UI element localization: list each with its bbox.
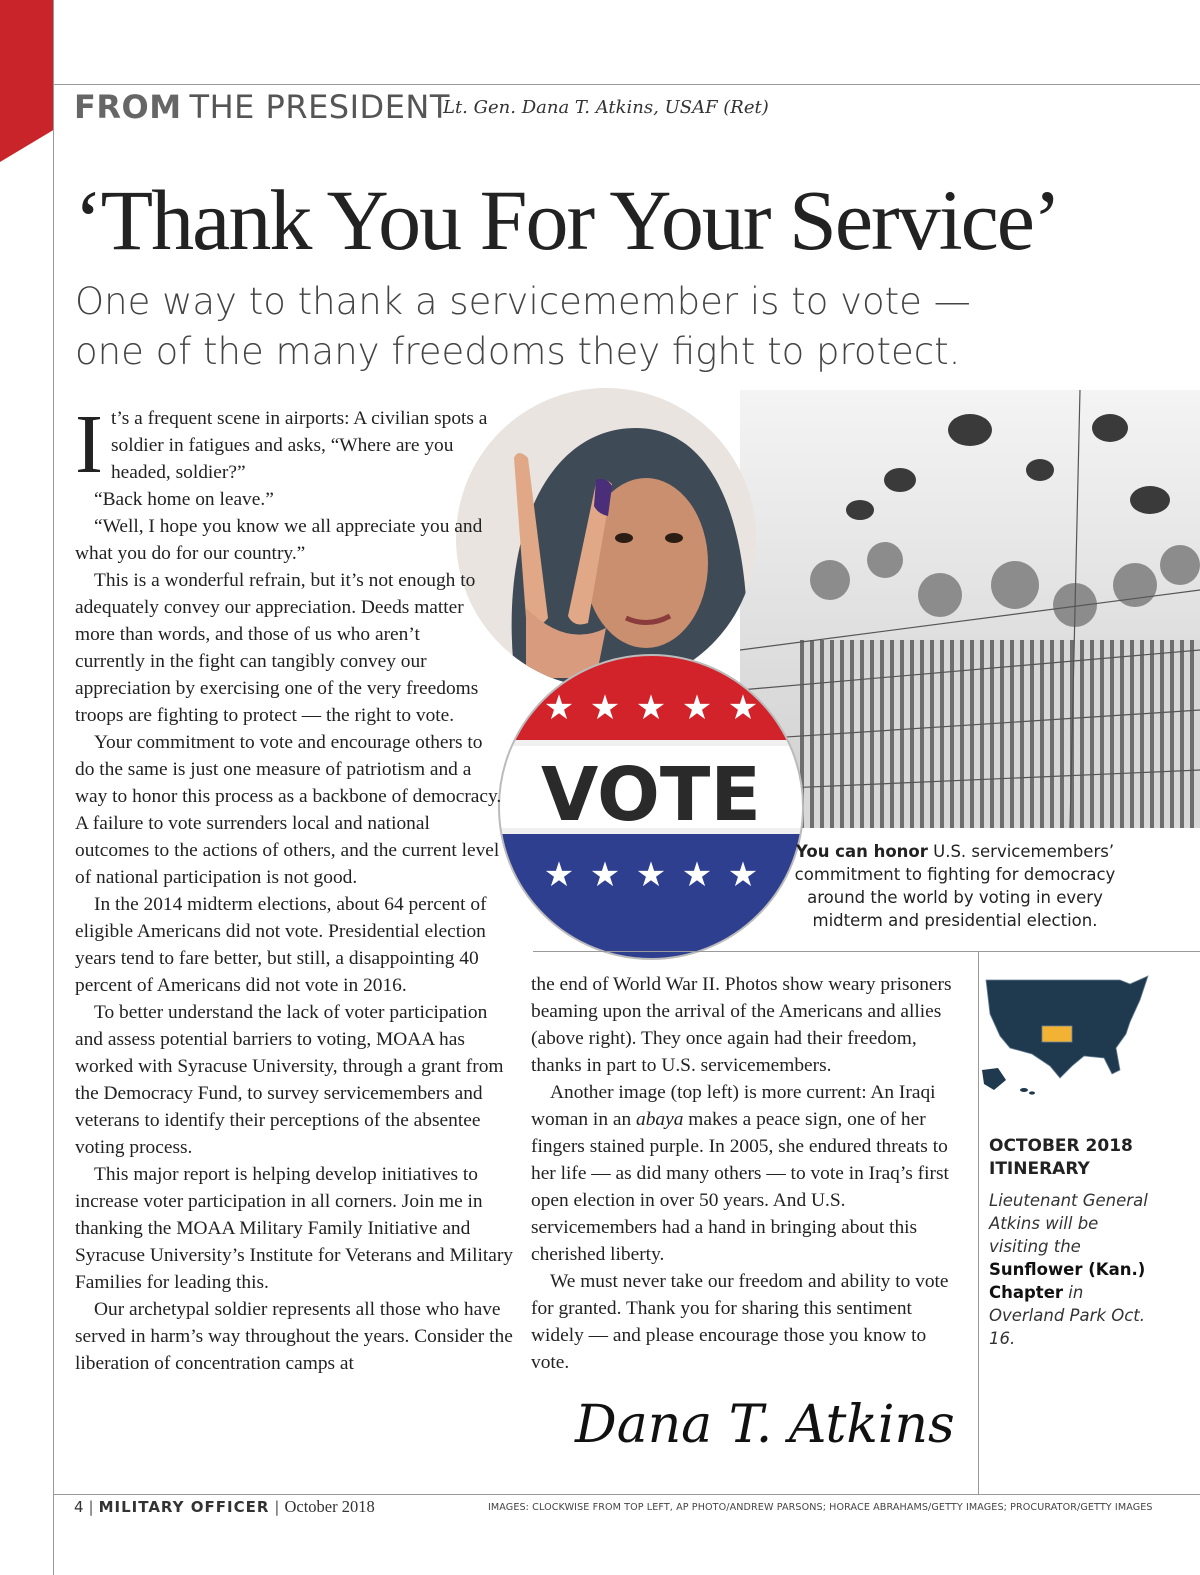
drop-cap: I bbox=[75, 398, 103, 491]
us-map-graphic bbox=[980, 970, 1152, 1100]
article-column-2 bbox=[531, 971, 966, 1376]
signature bbox=[570, 1380, 970, 1470]
svg-text:★: ★ bbox=[681, 855, 713, 895]
vote-button-graphic bbox=[496, 652, 806, 962]
svg-text:★: ★ bbox=[589, 855, 621, 895]
svg-text:★: ★ bbox=[727, 688, 759, 728]
svg-text:★: ★ bbox=[681, 688, 713, 728]
svg-text:Dana T. Atkins: Dana T. Atkins bbox=[575, 1395, 955, 1455]
paragraph: Your commitment to vote and encourage others to do the same is just one measure of patriotism and a way to honor this process as a backbone of democracy. A failure to vote surrenders local and national outcomes to the actions of others, and the current level of national participation is not good. bbox=[75, 732, 502, 888]
liberation-photo bbox=[740, 390, 1200, 828]
section-title: FROM THE PRESIDENT bbox=[74, 88, 450, 126]
left-rule bbox=[53, 0, 54, 1575]
vote-button-text: VOTE bbox=[541, 752, 761, 838]
svg-text:★: ★ bbox=[543, 855, 575, 895]
svg-text:★: ★ bbox=[635, 855, 667, 895]
paragraph: To better understand the lack of voter participation and assess potential barriers to voting, MOAA has worked with Syracuse University, through a grant from the Democracy Fund, to survey servicemembers and veterans to identify their perceptions of the absentee voting process. bbox=[75, 1002, 504, 1158]
svg-text:★: ★ bbox=[589, 688, 621, 728]
paragraph: the end of World War II. Photos show weary prisoners beaming upon the arrival of the Americans and allies (above right). They once again had their freedom, thanks in part to U.S. servicemembers. bbox=[531, 974, 952, 1076]
paragraph: In the 2014 midterm elections, about 64 percent of eligible Americans did not vote. Presidential election years tend to fare better, but still, a disappointing 40 percent of Americans did not vote in 2016. bbox=[75, 894, 487, 996]
image-credits: IMAGES: CLOCKWISE FROM TOP LEFT, AP PHOTO/ANDREW PARSONS; HORACE ABRAHAMS/GETTY IMAGES; PROCURATOR/GETTY IMAGES bbox=[488, 1502, 1153, 1513]
page-number: 4 bbox=[74, 1498, 84, 1516]
paragraph: We must never take our freedom and ability to vote for granted. Thank you for sharing this sentiment widely — and please encourage those you know to vote. bbox=[531, 1271, 949, 1373]
publication-name: MILITARY OFFICER bbox=[98, 1498, 270, 1516]
footer-rule bbox=[53, 1494, 1200, 1495]
article-column-1 bbox=[75, 398, 515, 1377]
paragraph: It’s a frequent scene in airports: A civilian spots a soldier in fatigues and asks, “Where are you headed, soldier?” bbox=[75, 398, 488, 491]
itinerary-title: OCTOBER 2018 ITINERARY bbox=[989, 1136, 1133, 1179]
paragraph: “Well, I hope you know we all appreciate you and what you do for our country.” bbox=[75, 516, 483, 564]
byline: Lt. Gen. Dana T. Atkins, USAF (Ret) bbox=[443, 97, 769, 118]
paragraph: Our archetypal soldier represents all those who have served in harm’s way throughout the years. Consider the liberation of concentration camps at bbox=[75, 1299, 513, 1374]
paragraph: This major report is helping develop initiatives to increase voter participation in all corners. Join me in thanking the MOAA Military Family Initiative and Syracuse University’s Institute for Veterans and Military Families for leading this. bbox=[75, 1164, 513, 1293]
svg-text:★: ★ bbox=[727, 855, 759, 895]
photo-caption: You can honor U.S. servicemembers’ commitment to fighting for democracy around the world by voting in every midterm and presidential election. bbox=[794, 842, 1116, 930]
section-color-tab bbox=[0, 0, 54, 162]
svg-text:★: ★ bbox=[635, 688, 667, 728]
sidebar-rule bbox=[978, 951, 979, 1494]
paragraph: Another image (top left) is more current: An Iraqi woman in an abaya makes a peace sign, one of her fingers stained purple. In 2005, she endured threats to her life — as did many others — to vote in Iraq’s first open election in over 50 years. And U.S. servicemembers had a hand in bringing about this cherished liberty. bbox=[531, 1082, 949, 1265]
svg-text:★: ★ bbox=[543, 688, 575, 728]
caption-rule bbox=[533, 951, 1200, 952]
itinerary-text: Lieutenant General Atkins will be visiting the Sunflower (Kan.) Chapter in Overland Park Oct. 16. bbox=[989, 1191, 1148, 1348]
issue-date: October 2018 bbox=[284, 1497, 375, 1516]
folio: 4 | MILITARY OFFICER | October 2018 bbox=[74, 1497, 375, 1516]
dek: One way to thank a servicemember is to vote — one of the many freedoms they fight to protect. bbox=[75, 280, 971, 373]
header-rule bbox=[53, 84, 1200, 85]
paragraph: “Back home on leave.” bbox=[94, 489, 274, 510]
headline: ‘Thank You For Your Service’ bbox=[74, 172, 1060, 268]
paragraph: This is a wonderful refrain, but it’s not enough to adequately convey our appreciation. Deeds matter more than words, and those of us who aren’t currently in the fight can tangibly convey our appreciation by exercising one of the very freedoms troops are fighting to protect — the right to vote. bbox=[75, 570, 479, 726]
